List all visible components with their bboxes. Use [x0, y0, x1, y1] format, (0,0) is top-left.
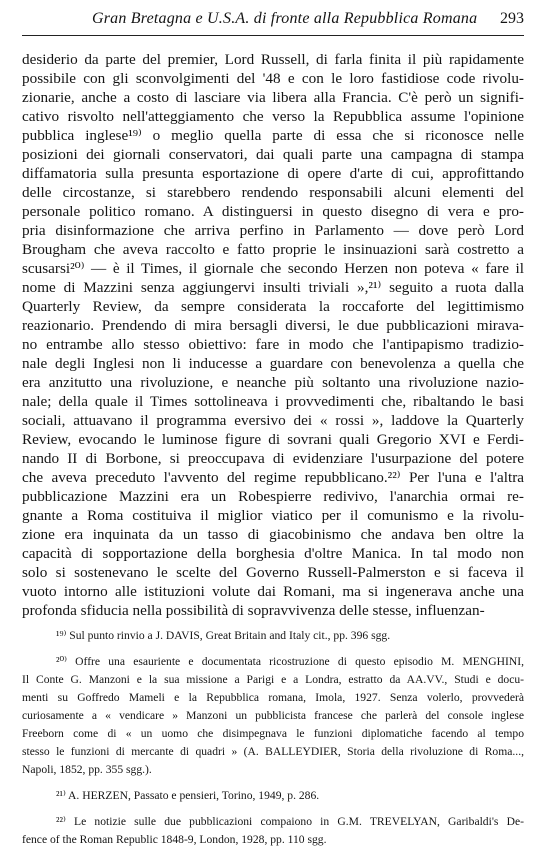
footnotes [22, 627, 524, 849]
header-rule [22, 35, 524, 36]
footnote-gap [22, 645, 524, 653]
body-line: Quarterly Review, da sempre considerata la roccaforte del legittimismo [22, 298, 524, 315]
footnote-line: ²²⁾ Le notizie sulle due pubblicazioni compaiono in G.M. TREVELYAN, Garibaldi's De- [56, 815, 524, 828]
body-line: solo si sostenevano le scelte del Governo Russell-Palmerston e si faceva il [22, 564, 524, 581]
footnote-gap [22, 805, 524, 813]
body-line: era anzitutto una rivoluzione, e neanche più soltanto una rivoluzione nazio- [22, 374, 524, 391]
footnote-line: Napoli, 1852, pp. 355 sgg.). [22, 763, 152, 776]
body-line: pria disinformazione che arriva perfino in Parlamento — dove però Lord [22, 222, 524, 239]
body-line: capacità di sopportazione della borghesia d'oltre Manica. In tal modo non [22, 545, 524, 562]
body-line: personale politico romano. A distinguersi in questo disegno di vera e pro- [22, 203, 524, 220]
body-line: pubblica inglese¹⁹⁾ o meglio quella parte di essa che si riconosce nelle [22, 127, 524, 144]
page-header [22, 6, 524, 28]
body-line: zione era inquinata da un tasso di giacobinismo che andava ben oltre la [22, 526, 524, 543]
body-line: vuoto intorno alle istituzioni volute dai Romani, ma si ingenerava anche una [22, 583, 524, 600]
body-line: pubblicazione Mazzini era un Robespierre redivivo, l'anarchia ormai re- [22, 488, 524, 505]
body-line: gnante a Roma costituiva il miglior viatico per il comunismo e la rivolu- [22, 507, 524, 524]
body-line: Review, evocando le luminose figure di sovrani quali Gregorio XVI e Ferdi- [22, 431, 524, 448]
body-line: che aveva preceduto l'avvento del regime repubblicano.²²⁾ Per l'una e l'altra [22, 469, 524, 486]
running-head: Gran Bretagna e U.S.A. di fronte alla Repubblica Romana [92, 10, 478, 27]
footnote-line: fence of the Roman Republic 1848-9, London, 1928, pp. 110 sgg. [22, 833, 327, 846]
footnote-line: curiosamente a « vendicare » Manzoni un pubblicista francese che parlerà del console inglese [22, 709, 524, 722]
body-line: nome di Mazzini senza aggiungervi insulti triviali »,²¹⁾ seguito a ruota dalla [22, 279, 524, 296]
footnote-line: ²⁰⁾ Offre una esauriente e documentata ricostruzione di questo episodio M. MENGHINI, [56, 655, 524, 668]
body-line: sociali, attuavano il programma eversivo dei « rossi », laddove la Quarterly [22, 412, 524, 429]
footnote-line: Freeborn come di « un uomo che disimpegnava le funzioni diplomatiche facendo al tempo [22, 727, 524, 740]
page-number: 293 [500, 10, 524, 27]
footnote-line: menti su Goffredo Mameli e la Repubblica romana, Imola, 1927. Senza volerlo, provvederà [22, 691, 524, 704]
footnote-line: ¹⁹⁾ Sul punto rinvio a J. DAVIS, Great Britain and Italy cit., pp. 396 sgg. [56, 629, 391, 642]
footnote-line: stesso le funzioni di mercante di quadri » (A. BALLEYDIER, Storia della rivoluzione di Roma..., [22, 745, 524, 758]
body-line: nale degli Inglesi non li inducesse a guardare con benevolenza a quella che [22, 355, 524, 372]
body-line: cativo risvolto nell'atteggiamento che verso la Repubblica assume l'opinione [22, 108, 524, 125]
body-line: profonda sfiducia nella possibilità di sopravvivenza delle stesse, influenzan- [22, 602, 485, 619]
body-line: posizioni dei giornali conservatori, dai quali parte una campagna di stampa [22, 146, 524, 163]
footnote-gap [22, 779, 524, 787]
body-line: nale; della quale il Times sottolineava i provvedimenti che, ribaltando le basi [22, 393, 524, 410]
body-line: reazionario. Prendendo di mira bersagli diversi, le due pubblicazioni mirava- [22, 317, 524, 334]
body-line: possibile con gli sconvolgimenti del '48 e con le loro fastidiose code rivolu- [22, 70, 524, 87]
body-line: zionarie, anche a costo di lasciare via libera alla Francia. C'è però un signifi- [22, 89, 524, 106]
main-text [22, 50, 524, 620]
footnote-line: ²¹⁾ A. HERZEN, Passato e pensieri, Torino, 1949, p. 286. [56, 789, 320, 802]
body-line: nando II di Borbone, si preoccupava di evidenziare l'usurpazione del potere [22, 450, 524, 467]
body-line: scusarsi²⁰⁾ — è il Times, il giornale che secondo Herzen non poteva « fare il [22, 260, 524, 277]
footnote-line: Il Conte G. Manzoni e la sua missione a Parigi e a Londra, estratto da AA.VV., Studi e docu- [22, 673, 524, 686]
body-line: delle circostanze, si starebbero rendendo responsabili alcuni elementi del [22, 184, 524, 201]
body-line: diffamatoria sulla presunta esportazione di opere d'arte di cui, approfittando [22, 165, 524, 182]
body-line: desiderio da parte del premier, Lord Russell, di farla finita il più rapidamente [22, 51, 524, 68]
body-line: no entrambe allo stesso obiettivo: fare in modo che l'antipapismo tradizio- [22, 336, 524, 353]
body-line: Brougham che aveva raccolto e fatto proprie le insinuazioni sarà costretto a [22, 241, 524, 258]
